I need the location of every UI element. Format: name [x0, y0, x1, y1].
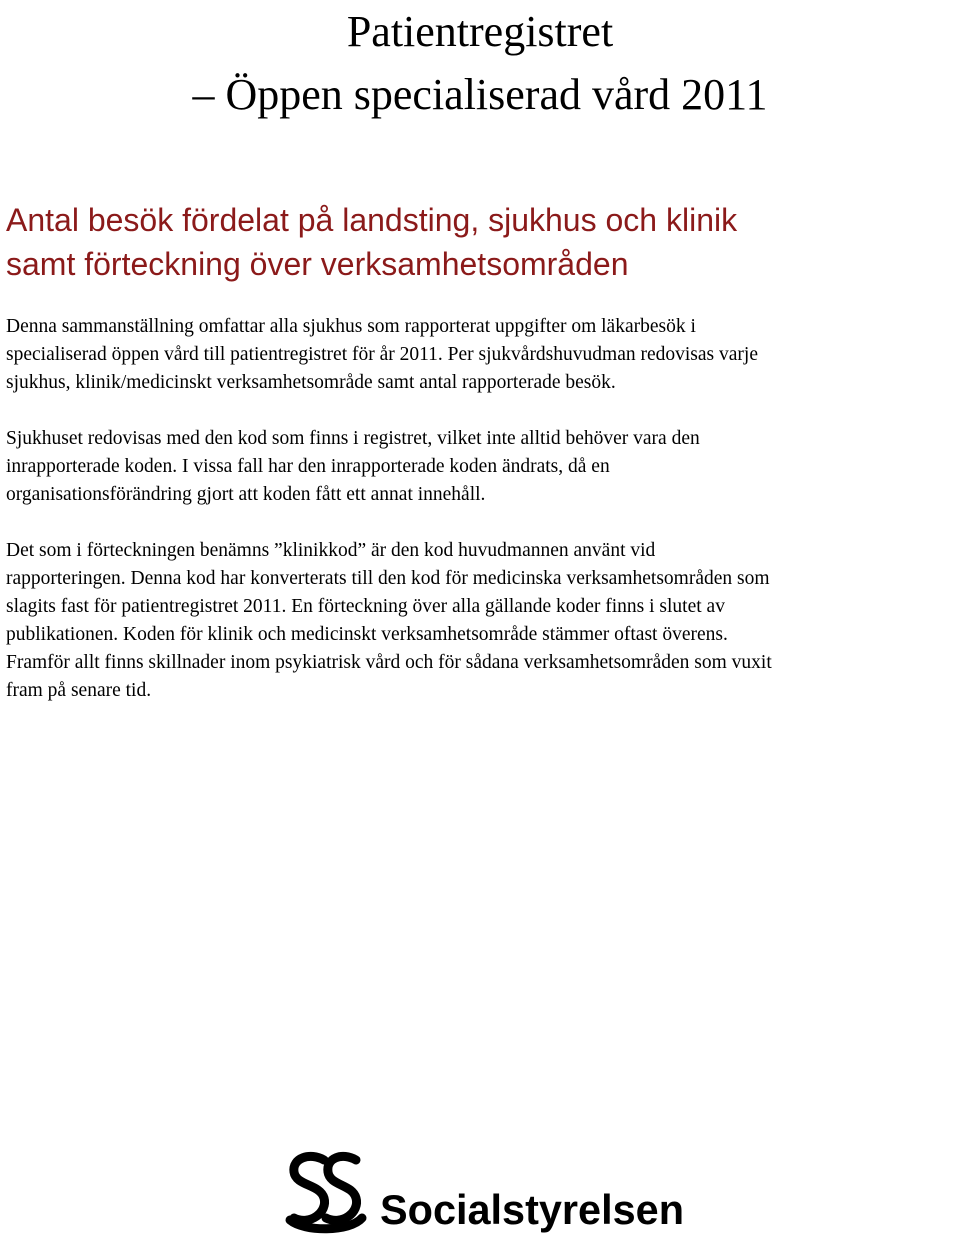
paragraph-line: organisationsförändring gjort att koden fått ett annat innehåll. — [6, 484, 486, 505]
page-title-line-2: – Öppen specialiserad vård 2011 — [192, 70, 768, 119]
subtitle-line-1: Antal besök fördelat på landsting, sjukhus och klinik — [6, 202, 738, 238]
paragraph-line: sjukhus, klinik/medicinskt verksamhetsområde samt antal rapporterade besök. — [6, 372, 616, 393]
paragraph-line: rapporteringen. Denna kod har konverterats till den kod för medicinska verksamhetsområden som — [6, 568, 770, 589]
paragraph-line: fram på senare tid. — [6, 680, 152, 701]
hospital-code-paragraph — [6, 425, 958, 509]
paragraph-line: Det som i förteckningen benämns ”klinikkod” är den kod huvudmannen använt vid — [6, 540, 656, 561]
paragraph-line: Framför allt finns skillnader inom psykiatrisk vård och för sådana verksamhetsområden som vuxit — [6, 652, 772, 673]
paragraph-line: slagits fast för patientregistret 2011. En förteckning över alla gällande koder finns i slutet av — [6, 596, 725, 617]
paragraph-line: inrapporterade koden. I vissa fall har den inrapporterade koden ändrats, då en — [6, 456, 610, 477]
paragraph-line: publikationen. Koden för klinik och medicinskt verksamhetsområde stämmer oftast överens. — [6, 624, 728, 645]
clinic-code-paragraph — [6, 537, 958, 705]
page-title-line-1: Patientregistret — [346, 7, 614, 56]
intro-paragraph — [6, 313, 958, 397]
paragraph-line: specialiserad öppen vård till patientregistret för år 2011. Per sjukvårdshuvudman redovisas varje — [6, 344, 758, 365]
page-title — [0, 0, 960, 126]
section-subtitle — [6, 198, 946, 286]
paragraph-line: Denna sammanställning omfattar alla sjukhus som rapporterat uppgifter om läkarbesök i — [6, 316, 696, 337]
paragraph-line: Sjukhuset redovisas med den kod som finns i registret, vilket inte alltid behöver vara den — [6, 428, 700, 449]
socialstyrelsen-logo — [280, 1148, 690, 1234]
socialstyrelsen-emblem-icon — [290, 1156, 362, 1228]
logo-wordmark: Socialstyrelsen — [380, 1186, 684, 1233]
subtitle-line-2: samt förteckning över verksamhetsområden — [6, 246, 629, 282]
